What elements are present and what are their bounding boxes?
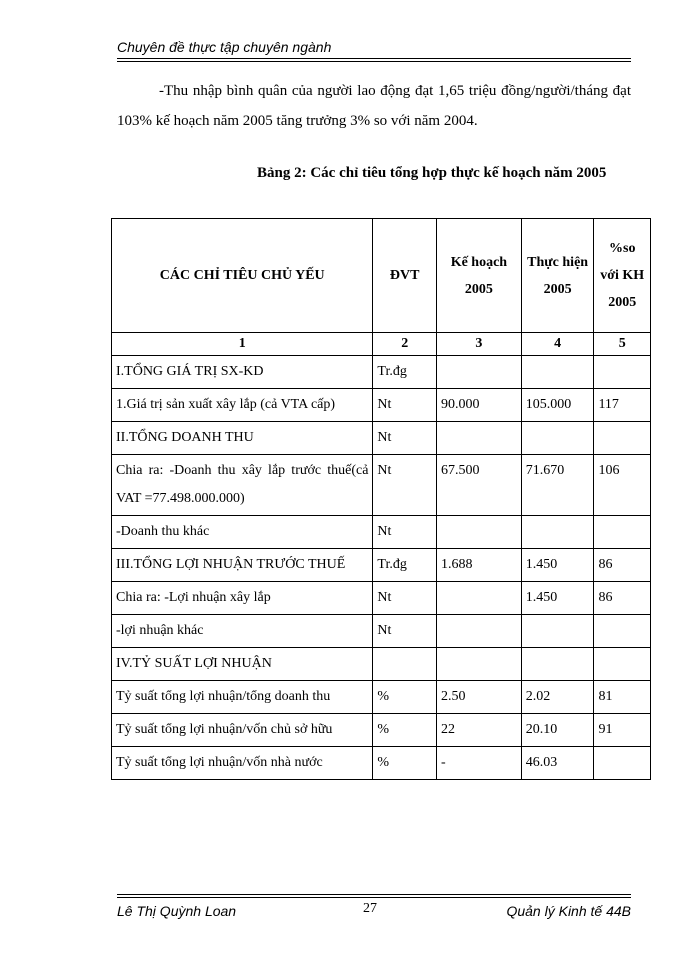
cell-plan: [437, 516, 522, 549]
cell-unit: Nt: [373, 615, 437, 648]
row-label: Tỷ suất tổng lợi nhuận/tổng doanh thu: [112, 681, 373, 714]
page-number: 27: [363, 901, 377, 916]
cell-unit: Nt: [373, 516, 437, 549]
cell-plan: [437, 582, 522, 615]
page-header-title: Chuyên đề thực tập chuyên ngành: [117, 39, 332, 55]
footer-author: Lê Thị Quỳnh Loan: [117, 903, 237, 919]
row-label: Tỷ suất tổng lợi nhuận/vốn nhà nước: [112, 747, 373, 780]
table-row: [112, 389, 651, 422]
cell-percent: 117: [594, 389, 651, 422]
cell-percent: 81: [594, 681, 651, 714]
row-label: IV.TỶ SUẤT LỢI NHUẬN: [112, 648, 373, 681]
cell-actual: [521, 356, 594, 389]
cell-percent: [594, 747, 651, 780]
col-number: 2: [373, 333, 437, 356]
indicators-table: [111, 218, 651, 780]
row-label: Tỷ suất tổng lợi nhuận/vốn chủ sở hữu: [112, 714, 373, 747]
cell-unit: Nt: [373, 389, 437, 422]
cell-actual: 2.02: [521, 681, 594, 714]
cell-percent: 106: [594, 455, 651, 516]
table-row: [112, 714, 651, 747]
table-row: [112, 615, 651, 648]
cell-actual: 1.450: [521, 549, 594, 582]
table-row: [112, 455, 651, 516]
footer-class: Quản lý Kinh tế 44B: [506, 903, 631, 919]
table-row: [112, 516, 651, 549]
cell-percent: 91: [594, 714, 651, 747]
table-row: [112, 681, 651, 714]
row-label: -lợi nhuận khác: [112, 615, 373, 648]
cell-unit: %: [373, 747, 437, 780]
cell-unit: [373, 648, 437, 681]
cell-percent: [594, 516, 651, 549]
cell-percent: 86: [594, 549, 651, 582]
col-header-unit: ĐVT: [373, 219, 437, 333]
cell-actual: 1.450: [521, 582, 594, 615]
cell-percent: [594, 356, 651, 389]
cell-percent: [594, 615, 651, 648]
row-label: -Doanh thu khác: [112, 516, 373, 549]
cell-plan: 2.50: [437, 681, 522, 714]
cell-unit: Tr.đg: [373, 356, 437, 389]
cell-unit: %: [373, 714, 437, 747]
col-header-percent: %so với KH 2005: [594, 219, 651, 333]
cell-actual: [521, 615, 594, 648]
col-header-plan: Kế hoạch 2005: [437, 219, 522, 333]
column-number-row: [112, 333, 651, 356]
cell-actual: [521, 516, 594, 549]
cell-actual: [521, 648, 594, 681]
table-row: [112, 747, 651, 780]
col-number: 1: [112, 333, 373, 356]
row-label: I.TỔNG GIÁ TRỊ SX-KD: [112, 356, 373, 389]
table-row: [112, 648, 651, 681]
cell-plan: -: [437, 747, 522, 780]
cell-actual: 20.10: [521, 714, 594, 747]
cell-plan: 1.688: [437, 549, 522, 582]
table-caption: Bảng 2: Các chỉ tiêu tổng hợp thực kế hoạch năm 2005: [257, 165, 607, 181]
cell-plan: [437, 422, 522, 455]
row-label: Chia ra: -Doanh thu xây lắp trước thuế(cả VAT =77.498.000.000): [112, 455, 373, 516]
cell-unit: Nt: [373, 455, 437, 516]
table-row: [112, 422, 651, 455]
row-label: 1.Giá trị sản xuất xây lắp (cả VTA cấp): [112, 389, 373, 422]
col-number: 3: [437, 333, 522, 356]
cell-actual: 46.03: [521, 747, 594, 780]
cell-unit: Tr.đg: [373, 549, 437, 582]
col-header-actual: Thực hiện 2005: [521, 219, 594, 333]
body-paragraph: [117, 76, 631, 136]
cell-plan: 67.500: [437, 455, 522, 516]
cell-percent: [594, 648, 651, 681]
cell-unit: %: [373, 681, 437, 714]
footer-rule-bottom: [117, 897, 631, 898]
cell-unit: Nt: [373, 582, 437, 615]
row-label: III.TỔNG LỢI NHUẬN TRƯỚC THUẾ: [112, 549, 373, 582]
cell-actual: 105.000: [521, 389, 594, 422]
table-row: [112, 356, 651, 389]
cell-plan: [437, 648, 522, 681]
table-header-row: [112, 219, 651, 333]
body-paragraph-text: -Thu nhập bình quân của người lao động đạt 1,65 triệu đồng/người/tháng đạt 103% kế hoạch năm 2005 tăng trưởng 3% so với năm 2004.: [117, 83, 631, 129]
cell-plan: [437, 615, 522, 648]
col-header-indicator: CÁC CHỈ TIÊU CHỦ YẾU: [112, 219, 373, 333]
col-number: 4: [521, 333, 594, 356]
header-rule-bottom: [117, 61, 631, 62]
header-rule-top: [117, 58, 631, 59]
table-row: [112, 582, 651, 615]
cell-unit: Nt: [373, 422, 437, 455]
cell-plan: 22: [437, 714, 522, 747]
cell-percent: [594, 422, 651, 455]
cell-plan: [437, 356, 522, 389]
col-number: 5: [594, 333, 651, 356]
row-label: II.TỔNG DOANH THU: [112, 422, 373, 455]
table-row: [112, 549, 651, 582]
cell-actual: 71.670: [521, 455, 594, 516]
row-label: Chia ra: -Lợi nhuận xây lắp: [112, 582, 373, 615]
cell-percent: 86: [594, 582, 651, 615]
cell-plan: 90.000: [437, 389, 522, 422]
footer-rule-top: [117, 894, 631, 895]
cell-actual: [521, 422, 594, 455]
